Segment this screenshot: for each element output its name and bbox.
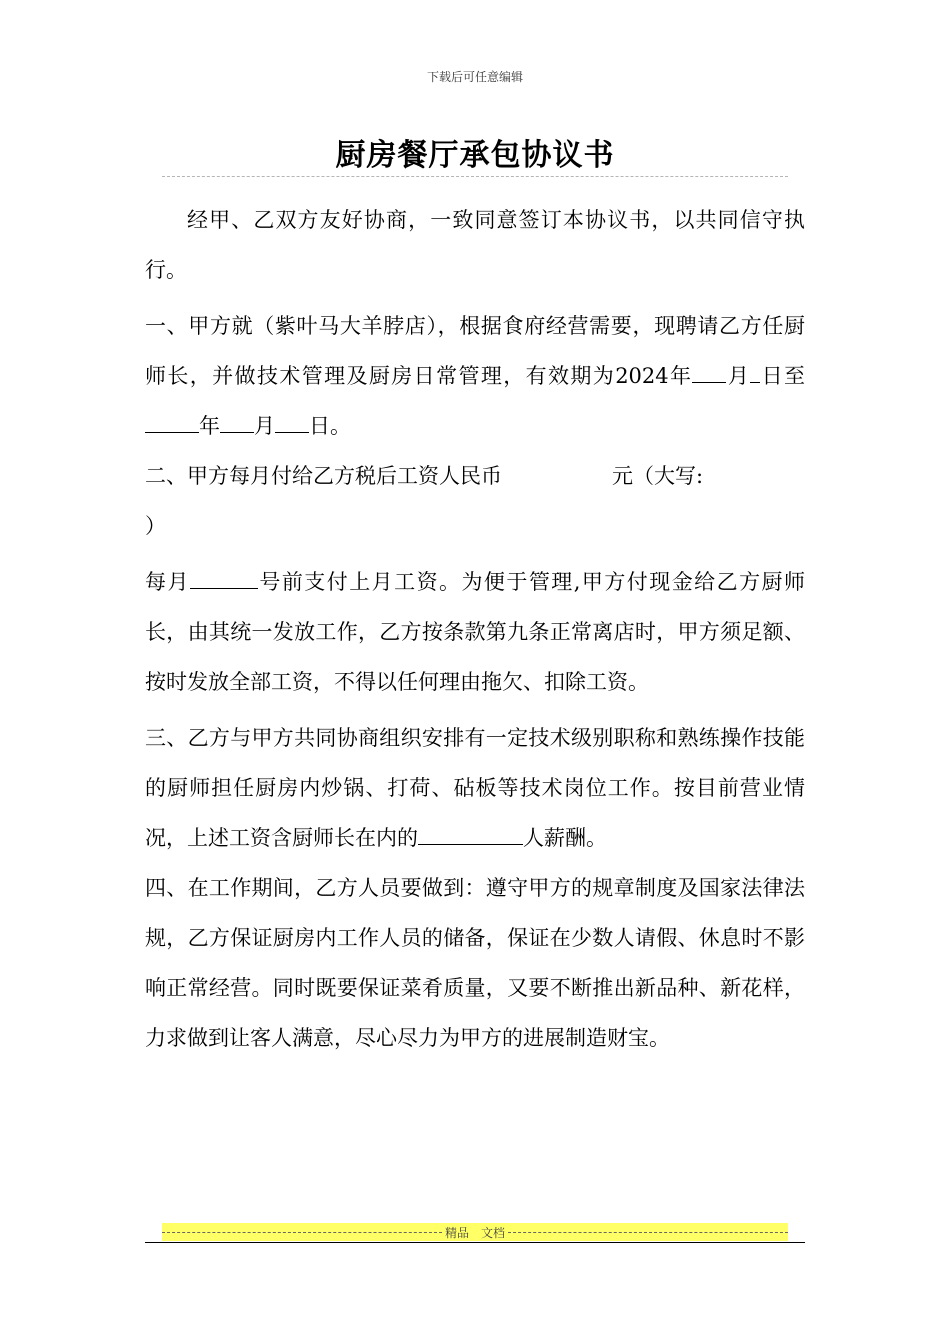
paragraph-clause-2-cont — [145, 557, 805, 707]
footer-dash-right — [508, 1232, 788, 1233]
clause-1-year-label: 年 — [199, 414, 220, 438]
footer-dash-left — [162, 1232, 442, 1233]
clause-3-text: 三、乙方与甲方共同协商组织安排有一定技术级别职称和熟练操作技能的厨师担任厨房内炒锅、打荷、砧板等技术岗位工作。按目前营业情况，上述工资含厨师长在内的 — [145, 726, 805, 850]
clause-2-close-paren: ） — [145, 514, 166, 538]
clause-2-cont-prefix: 每月 — [145, 570, 190, 594]
blank-start-day — [750, 360, 760, 383]
clause-1-end-month-label: 月 — [254, 414, 275, 438]
clause-3-suffix: 人薪酬。 — [523, 826, 607, 850]
paragraph-clause-2 — [145, 451, 805, 551]
blank-end-day — [275, 410, 309, 433]
document-title: 厨房餐厅承包协议书 — [335, 138, 615, 173]
blank-pay-day — [190, 566, 258, 589]
footer-label: 精品 文档 — [445, 1225, 506, 1240]
blank-start-month — [692, 360, 726, 383]
title-divider — [162, 176, 788, 177]
blank-end-month — [220, 410, 254, 433]
clause-2-capital-label: 元（大写: — [612, 464, 704, 488]
footer-rule — [145, 1242, 805, 1243]
clause-1-text: 一、甲方就（紫叶马大羊脖店），根据食府经营需要，现聘请乙方任厨师长，并做技术管理及厨房日常管理，有效期为2024年 — [145, 314, 805, 388]
clause-2-text: 二、甲方每月付给乙方税后工资人民币 — [145, 464, 502, 488]
clause-1-month-label: 月 — [726, 364, 751, 388]
paragraph-clause-1 — [145, 301, 805, 451]
clause-1-end-day-label: 日。 — [309, 414, 351, 438]
document-body — [145, 195, 805, 1063]
paragraph-intro: 经甲、乙双方友好协商，一致同意签订本协议书，以共同信守执行。 — [145, 208, 805, 282]
paragraph-clause-3 — [145, 713, 805, 863]
blank-end-year — [145, 410, 199, 433]
header-note: 下载后可任意编辑 — [426, 70, 523, 84]
footer-banner — [162, 1223, 788, 1241]
clause-2-cont-text: 号前支付上月工资。为便于管理,甲方付现金给乙方厨师长，由其统一发放工作，乙方按条款第九条正常离店时，甲方须足额、按时发放全部工资，不得以任何理由拖欠、扣除工资。 — [145, 570, 805, 694]
clause-1-day-to-label: 日至 — [760, 364, 805, 388]
blank-staff-count — [418, 822, 523, 845]
paragraph-clause-4: 四、在工作期间，乙方人员要做到：遵守甲方的规章制度及国家法律法规，乙方保证厨房内工作人员的储备，保证在少数人请假、休息时不影响正常经营。同时既要保证菜肴质量，又要不断推出新品种、新花样，力求做到让客人满意，尽心尽力为甲方的进展制造财宝。 — [145, 876, 805, 1050]
